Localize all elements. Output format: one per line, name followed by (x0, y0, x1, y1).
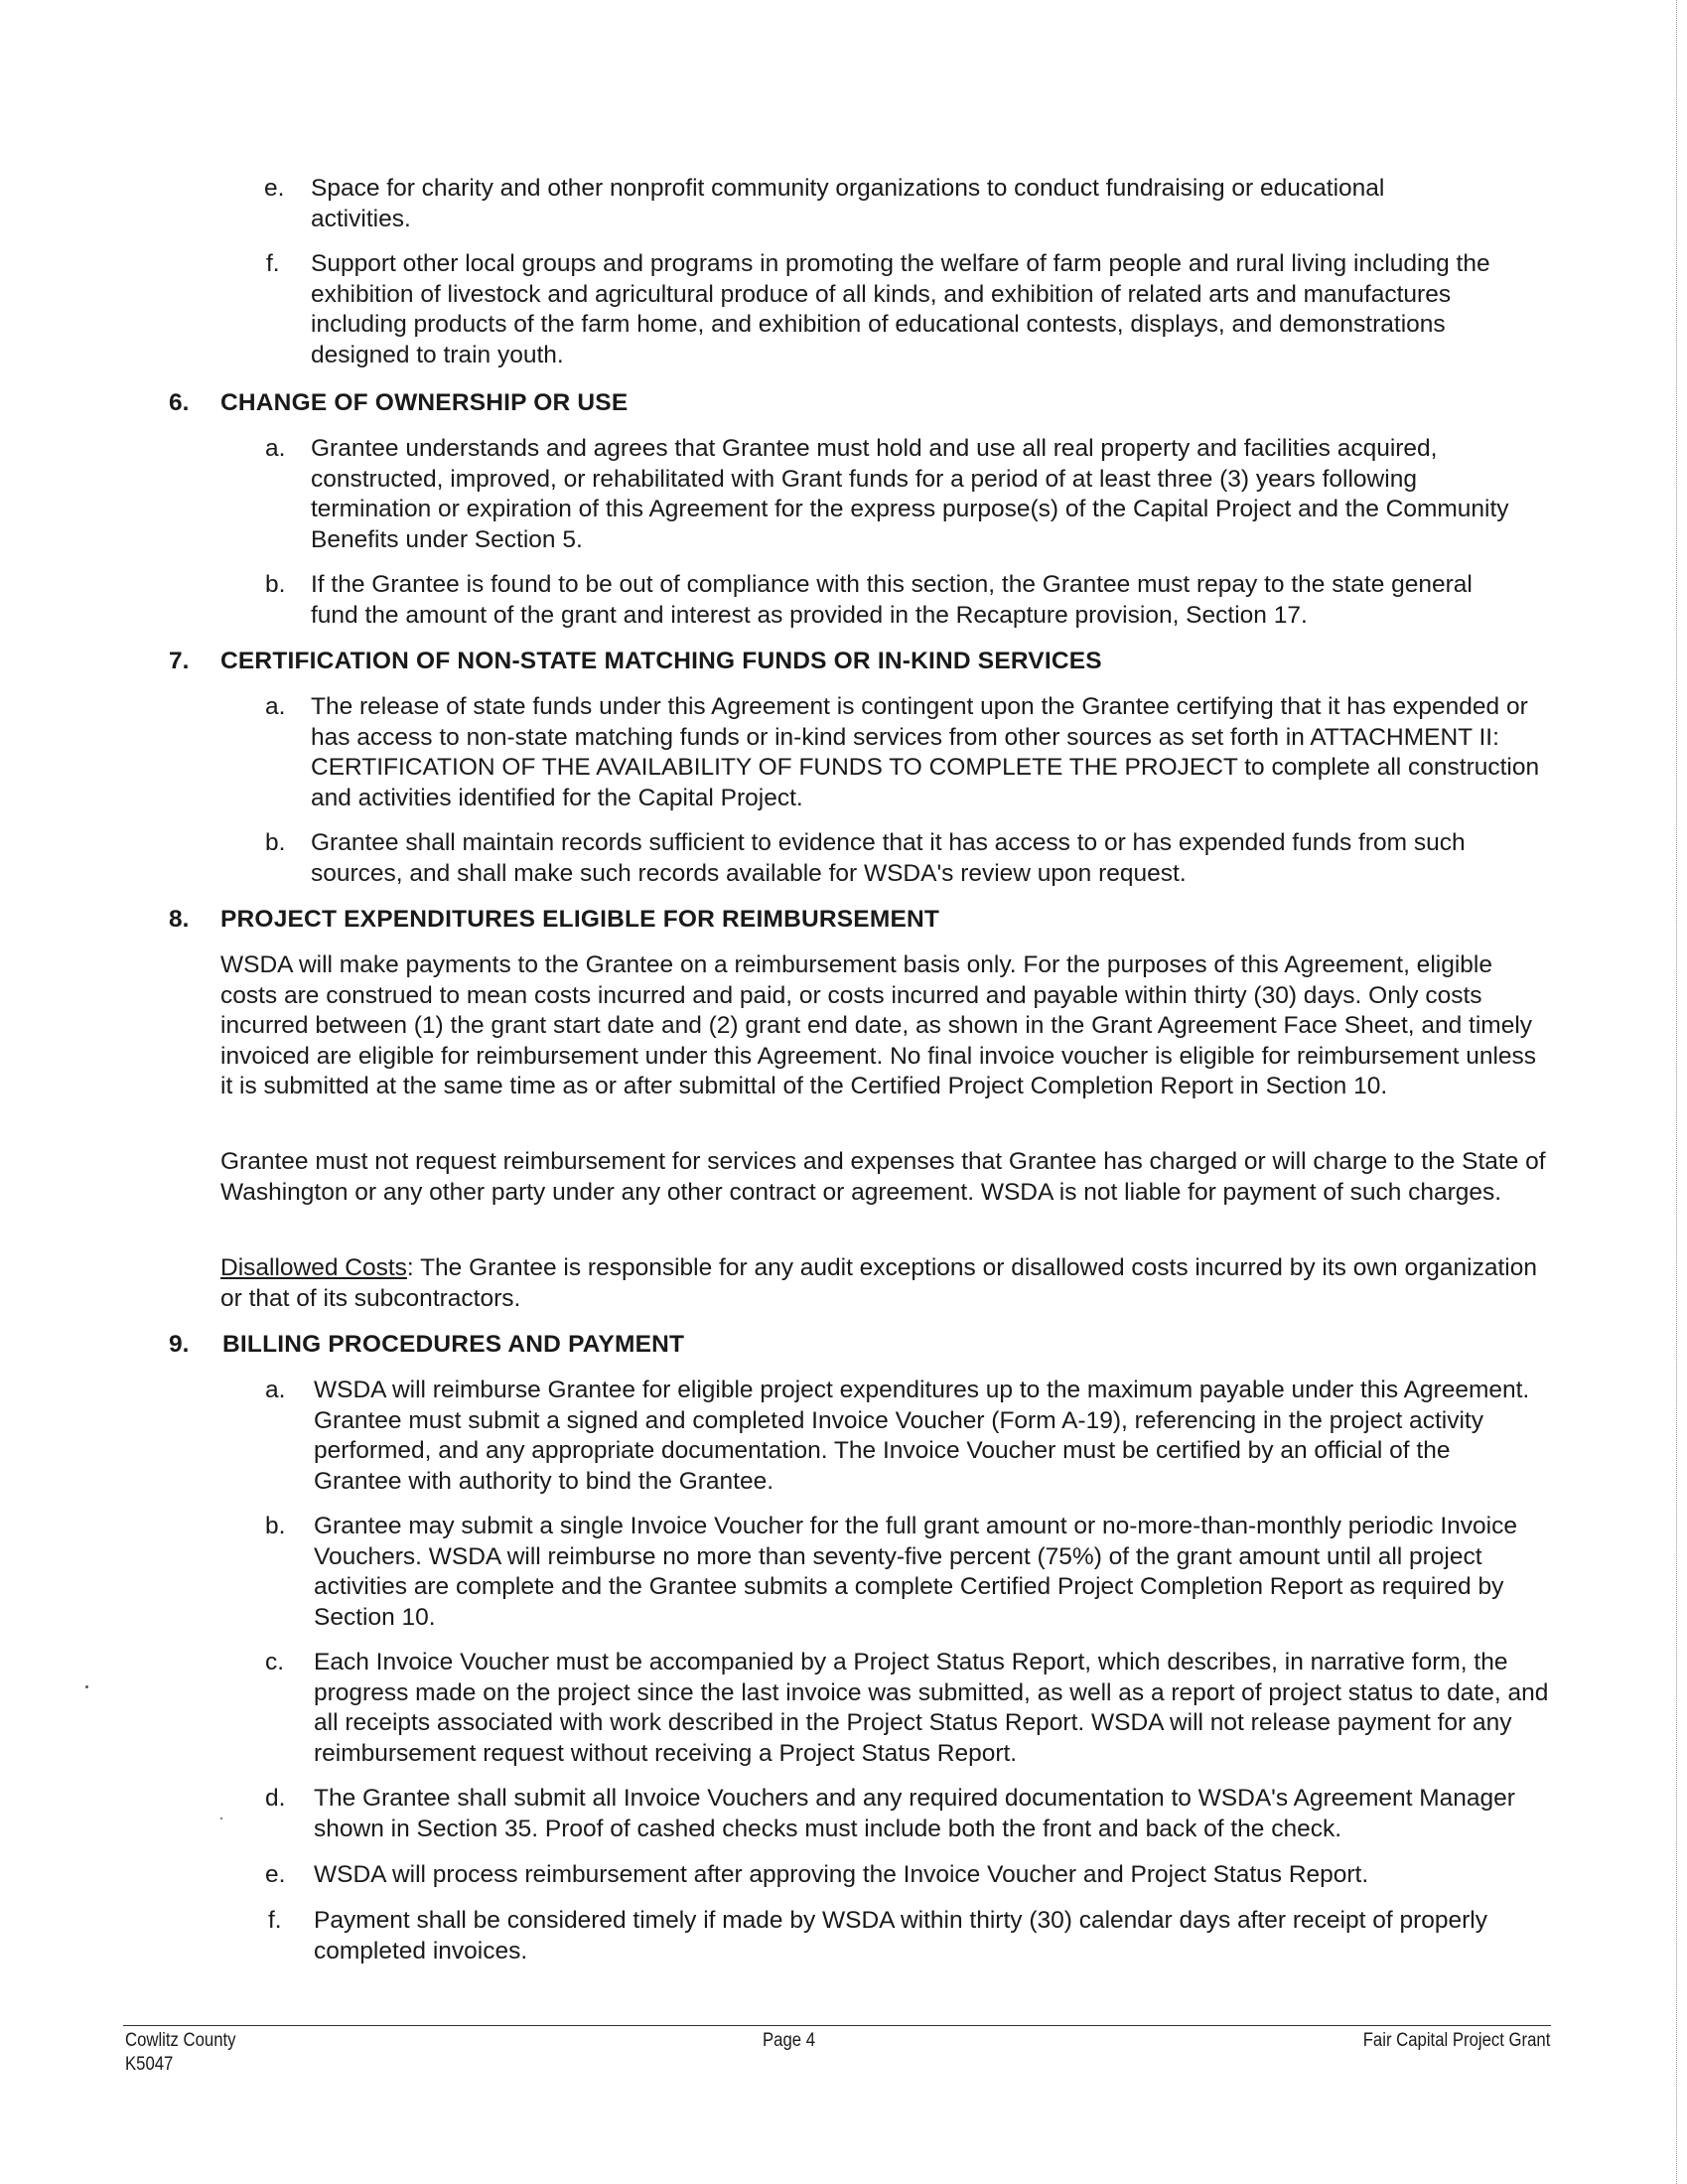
item-label: f. (268, 1907, 282, 1934)
section-number: 7. (169, 648, 190, 674)
item-text: Space for charity and other nonprofit community organizations to conduct fundraising or educational activities. (311, 175, 1385, 232)
item-text: The Grantee shall submit all Invoice Vouchers and any required documentation to WSDA's Agreement Manager shown in Section 35. Proof of cashed checks must include both the front and back of the check. (314, 1785, 1515, 1842)
section-number: 8. (169, 906, 190, 933)
section-number: 6. (169, 389, 190, 416)
section-heading: CHANGE OF OWNERSHIP OR USE (220, 389, 629, 416)
page-edge (1676, 0, 1677, 2184)
item-label: f. (266, 250, 280, 277)
item-text: If the Grantee is found to be out of compliance with this section, the Grantee must repay to the state general fund the amount of the grant and interest as provided in the Recapture provision, Section 17. (311, 571, 1473, 629)
item-text: WSDA will process reimbursement after approving the Invoice Voucher and Project Status Report. (314, 1861, 1369, 1888)
item-label: b. (265, 571, 286, 598)
footer-county: Cowlitz County (125, 2030, 236, 2051)
item-text: Grantee may submit a single Invoice Voucher for the full grant amount or no-more-than-monthly periodic Invoice Vouchers. WSDA will reimburse no more than seventy-five percent (75%) of the grant amount until all project activities are complete and the Grantee submits a complete Certified Project Completion Report as required by Section 10. (314, 1513, 1517, 1631)
item-label: c. (265, 1649, 285, 1675)
item-text: Each Invoice Voucher must be accompanied by a Project Status Report, which describes, in narrative form, the progress made on the project since the last invoice was submitted, as well as a report of project status to date, and all receipts associated with work described in the Project Status Report. WSDA will not release payment for any reimbursement request without receiving a Project Status Report. (314, 1649, 1549, 1767)
disallowed-costs-label: Disallowed Costs (220, 1254, 407, 1281)
item-label: a. (265, 1377, 286, 1403)
paragraph: Grantee must not request reimbursement for services and expenses that Grantee has charged or will charge to the State of Washington or any other party under any other contract or agreement. WSDA is not liable for payment of such charges. (220, 1148, 1546, 1206)
paragraph: WSDA will make payments to the Grantee on a reimbursement basis only. For the purposes of this Agreement, eligible costs are construed to mean costs incurred and paid, or costs incurred and payable within thirty (30) days. Only costs incurred between (1) the grant start date and (2) grant end date, as shown in the Grant Agreement Face Sheet, and timely invoiced are eligible for reimbursement under this Agreement. No final invoice voucher is eligible for reimbursement unless it is submitted at the same time as or after submittal of the Certified Project Completion Report in Section 10. (220, 951, 1537, 1099)
section-heading: PROJECT EXPENDITURES ELIGIBLE FOR REIMBURSEMENT (220, 906, 940, 933)
item-label: e. (265, 1861, 286, 1888)
footer-rule (123, 2025, 1551, 2026)
item-label: a. (265, 435, 286, 462)
scan-speck (85, 1685, 88, 1688)
item-label: d. (265, 1785, 286, 1812)
section-heading: CERTIFICATION OF NON-STATE MATCHING FUNDS OR IN-KIND SERVICES (220, 648, 1102, 674)
footer-contract-number: K5047 (125, 2054, 174, 2075)
item-text: Payment shall be considered timely if made by WSDA within thirty (30) calendar days after receipt of properly completed invoices. (314, 1907, 1487, 1965)
item-label: e. (264, 175, 285, 202)
footer-page-number: Page 4 (763, 2030, 816, 2051)
item-text: The release of state funds under this Agreement is contingent upon the Grantee certifying that it has expended or has access to non-state matching funds or in-kind services from other sources as set forth in ATTACHMENT II: CERTIFICATION OF THE AVAILABILITY OF FUNDS TO COMPLETE THE PROJECT to complete all construction and activities identified for the Capital Project. (311, 693, 1540, 811)
item-text: WSDA will reimburse Grantee for eligible project expenditures up to the maximum payable under this Agreement. Grantee must submit a signed and completed Invoice Voucher (Form A-19), referencing in the project activity performed, and any appropriate documentation. The Invoice Voucher must be certified by an official of the Grantee with authority to bind the Grantee. (314, 1377, 1530, 1495)
disallowed-costs-text: : The Grantee is responsible for any audit exceptions or disallowed costs incurred by its own organization or that of its subcontractors. (220, 1254, 1537, 1312)
item-label: b. (265, 1513, 286, 1539)
item-label: a. (265, 693, 286, 720)
item-text: Support other local groups and programs in promoting the welfare of farm people and rural living including the exhibition of livestock and agricultural produce of all kinds, and exhibition of related arts and manufactures including products of the farm home, and exhibition of educational contests, displays, and demonstrations designed to train youth. (311, 250, 1490, 368)
item-text: Grantee shall maintain records sufficient to evidence that it has access to or has expended funds from such sources, and shall make such records available for WSDA's review upon request. (311, 829, 1466, 887)
section-heading: BILLING PROCEDURES AND PAYMENT (222, 1331, 685, 1358)
disallowed-costs-paragraph (220, 1253, 1546, 1314)
section-number: 9. (169, 1331, 190, 1358)
item-label: b. (265, 829, 286, 856)
scan-speck (220, 1818, 222, 1820)
item-text: Grantee understands and agrees that Grantee must hold and use all real property and facilities acquired, constructed, improved, or rehabilitated with Grant funds for a period of at least three (3) years following termination or expiration of this Agreement for the express purpose(s) of the Capital Project and the Community Benefits under Section 5. (311, 435, 1509, 553)
footer-document-title: Fair Capital Project Grant (1362, 2030, 1550, 2051)
